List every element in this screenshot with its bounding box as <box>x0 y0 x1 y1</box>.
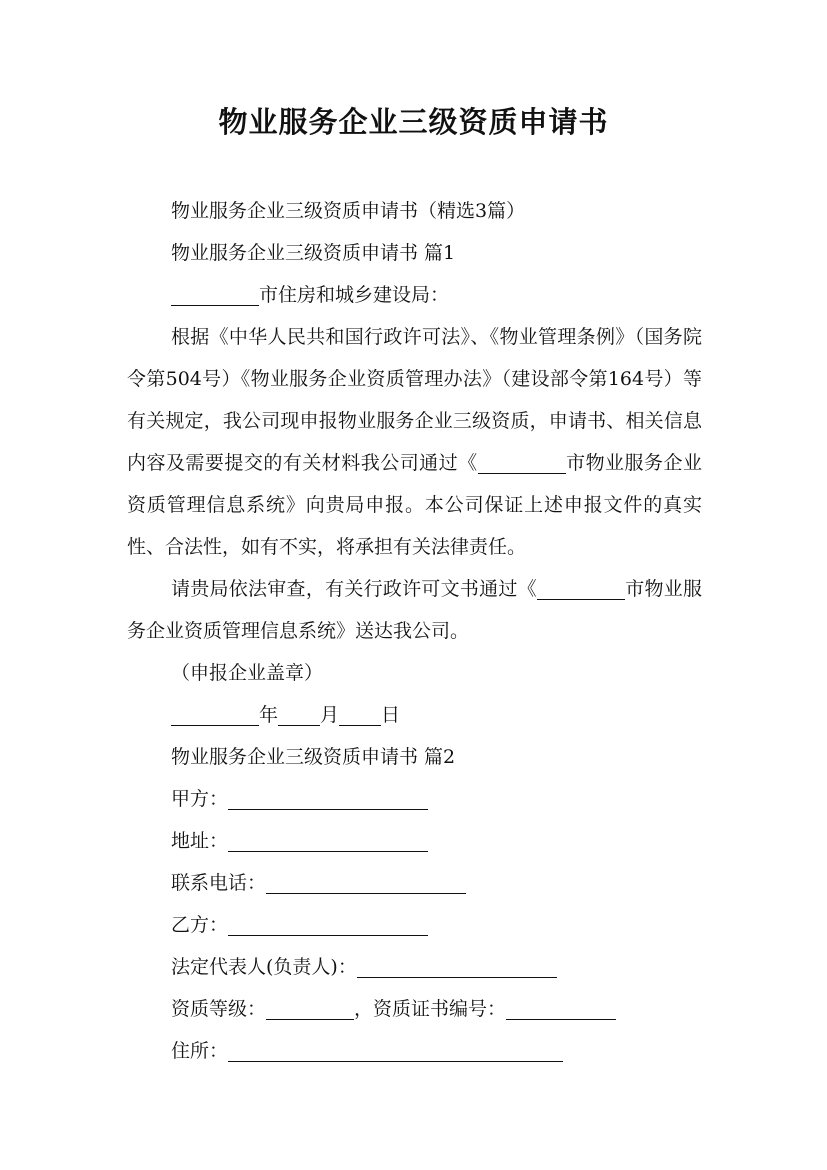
paragraph-1-text-b: 市物业服务企业资质管理信息系统》向贵局申报。本公司保证上述申报文件的真实性、合法性，如有不实，将承担有关法律责任。 <box>127 452 702 558</box>
paragraph-2-text-a: 请贵局依法审查，有关行政许可文书通过《 <box>171 578 537 600</box>
paragraph-1 <box>127 316 702 568</box>
document-body <box>127 190 702 1072</box>
qual-level-blank <box>266 997 354 1020</box>
residence-line <box>127 1030 702 1072</box>
paragraph-2 <box>127 568 702 652</box>
party-a-label: 甲方： <box>171 788 229 810</box>
party-b-blank <box>228 913 428 936</box>
day-blank <box>339 703 381 726</box>
qual-level-label: 资质等级： <box>171 998 267 1020</box>
subtitle: 物业服务企业三级资质申请书（精选3篇） <box>171 200 526 222</box>
cert-no-label: ，资质证书编号： <box>354 998 507 1020</box>
day-label: 日 <box>381 704 401 726</box>
residence-label: 住所： <box>171 1040 229 1062</box>
seal-line: （申报企业盖章） <box>171 662 324 684</box>
party-a-blank <box>228 787 428 810</box>
legal-rep-blank <box>357 955 557 978</box>
month-label: 月 <box>320 704 340 726</box>
addressee-line <box>127 274 702 316</box>
address-blank <box>228 829 428 852</box>
document-title: 物业服务企业三级资质申请书 <box>218 105 609 139</box>
party-a-line <box>127 778 702 820</box>
cert-no-blank <box>506 997 616 1020</box>
party-b-line <box>127 904 702 946</box>
month-blank <box>278 703 320 726</box>
party-b-label: 乙方： <box>171 914 229 936</box>
qualification-line <box>127 988 702 1030</box>
address-line <box>127 820 702 862</box>
address-label: 地址： <box>171 830 229 852</box>
paragraph-1-text-a: 根据《中华人民共和国行政许可法》、《物业管理条例》（国务院令第504号）《物业服务企业资质管理办法》（建设部令第164号）等有关规定，我公司现申报物业服务企业三级资质，申请书、相关信息内容及需要提交的有关材料我公司通过《 <box>127 326 702 474</box>
legal-rep-label: 法定代表人(负责人)： <box>171 956 357 978</box>
part2-heading: 物业服务企业三级资质申请书 篇2 <box>171 746 456 768</box>
city-blank <box>171 283 259 306</box>
addressee-suffix: 市住房和城乡建设局： <box>259 284 450 306</box>
phone-blank <box>266 871 466 894</box>
legal-rep-line <box>127 946 702 988</box>
city-blank <box>537 577 625 600</box>
year-label: 年 <box>259 704 279 726</box>
paragraph-2-text-b: 市物业服务企业资质管理信息系统》送达我公司。 <box>127 578 702 642</box>
part1-heading: 物业服务企业三级资质申请书 篇1 <box>171 242 456 264</box>
phone-line <box>127 862 702 904</box>
residence-blank <box>228 1039 563 1062</box>
year-blank <box>171 703 259 726</box>
phone-label: 联系电话： <box>171 872 267 894</box>
city-blank <box>478 451 566 474</box>
date-line <box>127 694 702 736</box>
